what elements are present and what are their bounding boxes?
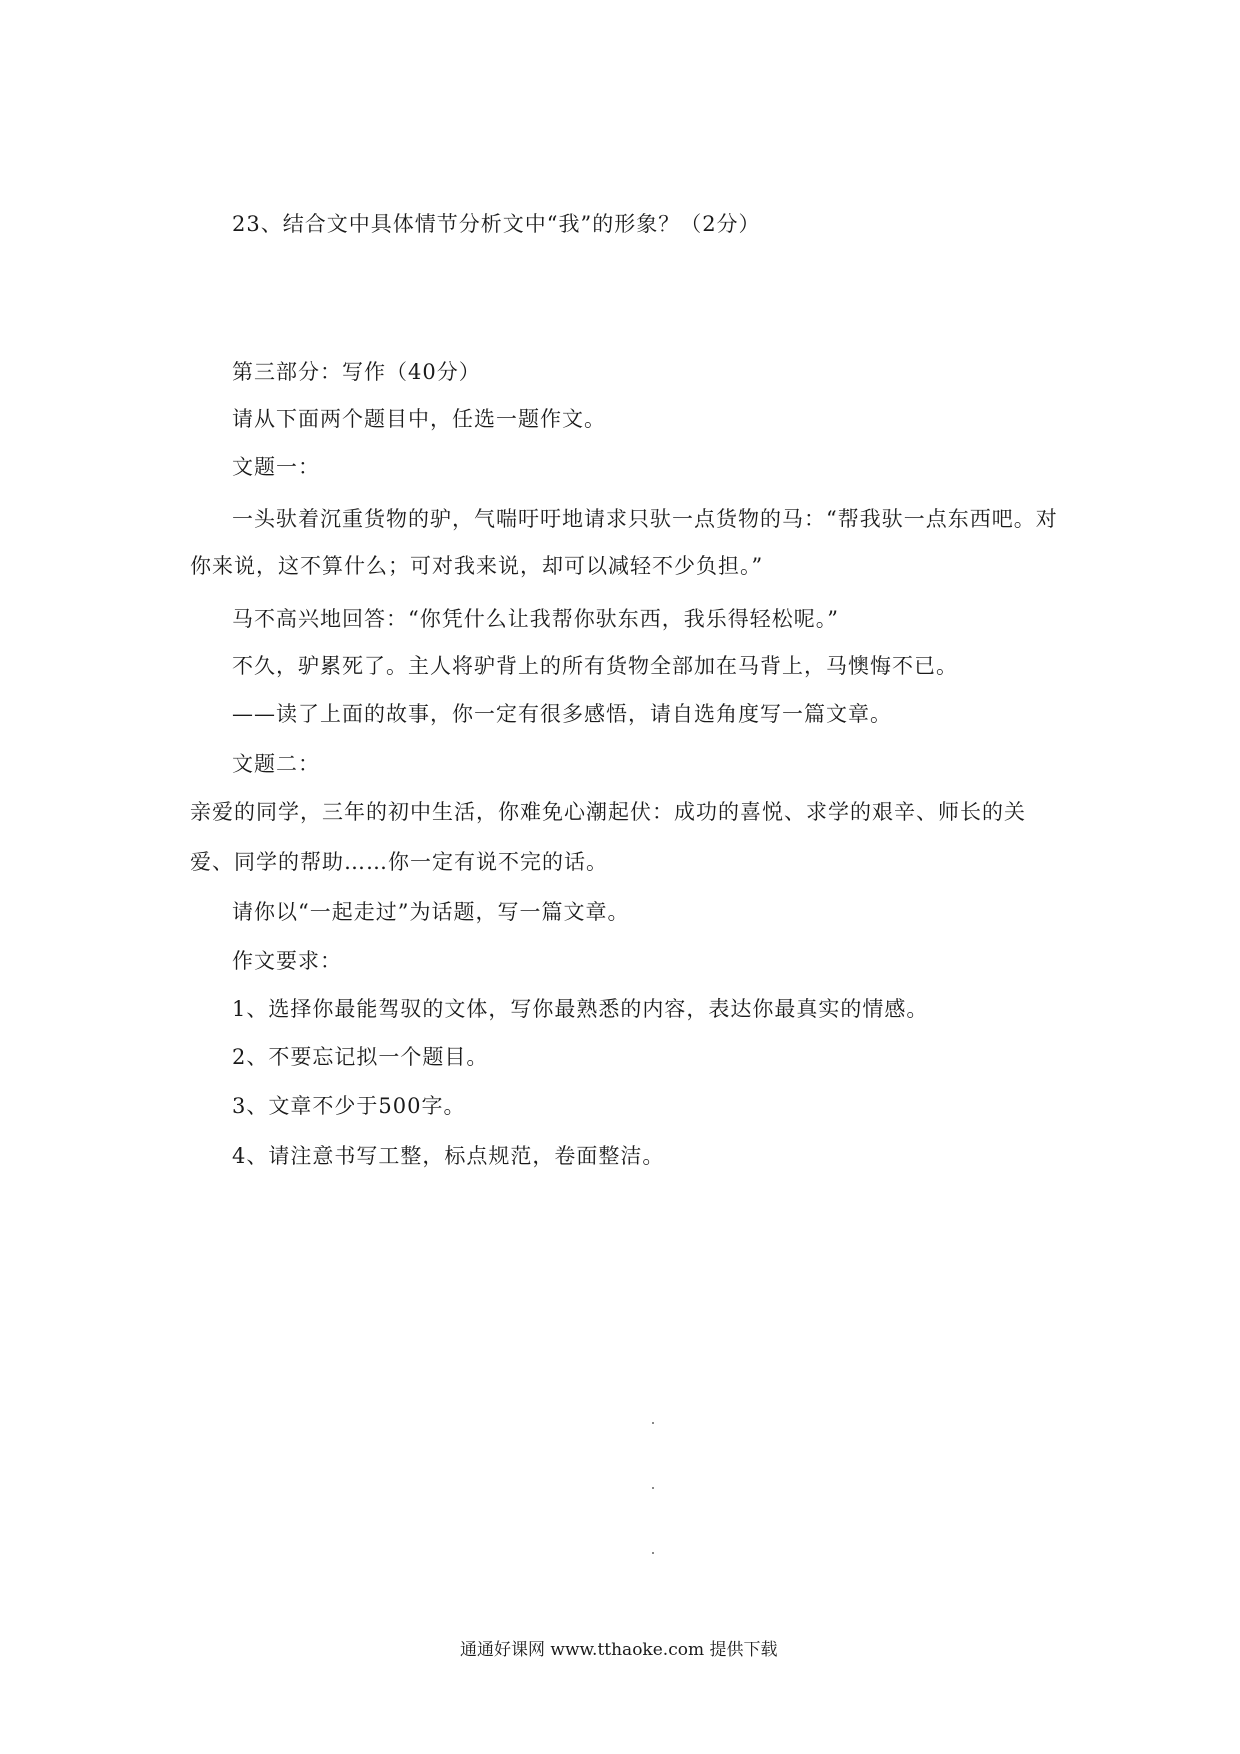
topic-1-paragraph-4: ——读了上面的故事，你一定有很多感悟，请自选角度写一篇文章。 — [232, 702, 892, 726]
topic-2-label: 文题二： — [232, 752, 320, 776]
topic-1-paragraph-1-line-2: 你来说，这不算什么；可对我来说，却可以减轻不少负担。” — [190, 554, 764, 578]
requirement-item: 3、文章不少于500字。 — [232, 1094, 466, 1118]
scan-dot — [652, 1552, 654, 1554]
section-3-title: 第三部分：写作（40分） — [232, 360, 481, 384]
topic-1-paragraph-2: 马不高兴地回答：“你凭什么让我帮你驮东西，我乐得轻松呢。” — [232, 607, 839, 631]
topic-2-paragraph-1-line-2: 爱、同学的帮助……你一定有说不完的话。 — [190, 850, 608, 874]
topic-1-paragraph-1-line-1: 一头驮着沉重货物的驴，气喘吁吁地请求只驮一点货物的马：“帮我驮一点东西吧。对 — [232, 507, 1058, 531]
requirement-item: 1、选择你最能驾驭的文体，写你最熟悉的内容，表达你最真实的情感。 — [232, 997, 929, 1021]
scan-dot — [652, 1422, 654, 1424]
requirements-label: 作文要求： — [232, 949, 342, 973]
topic-2-paragraph-1-line-1: 亲爱的同学，三年的初中生活，你难免心潮起伏：成功的喜悦、求学的艰辛、师长的关 — [190, 800, 1026, 824]
requirement-item: 2、不要忘记拟一个题目。 — [232, 1045, 489, 1069]
topic-1-label: 文题一： — [232, 455, 320, 479]
question-23: 23、结合文中具体情节分析文中“我”的形象？（2分） — [232, 212, 761, 236]
scan-dot — [652, 1487, 654, 1489]
topic-2-paragraph-2: 请你以“一起走过”为话题，写一篇文章。 — [232, 900, 630, 924]
section-3-instruction: 请从下面两个题目中，任选一题作文。 — [232, 407, 606, 431]
topic-1-paragraph-3: 不久，驴累死了。主人将驴背上的所有货物全部加在马背上，马懊悔不已。 — [232, 654, 958, 678]
requirement-item: 4、请注意书写工整，标点规范，卷面整洁。 — [232, 1144, 665, 1168]
page-footer: 通通好课网 www.tthaoke.com 提供下载 — [460, 1640, 778, 1660]
